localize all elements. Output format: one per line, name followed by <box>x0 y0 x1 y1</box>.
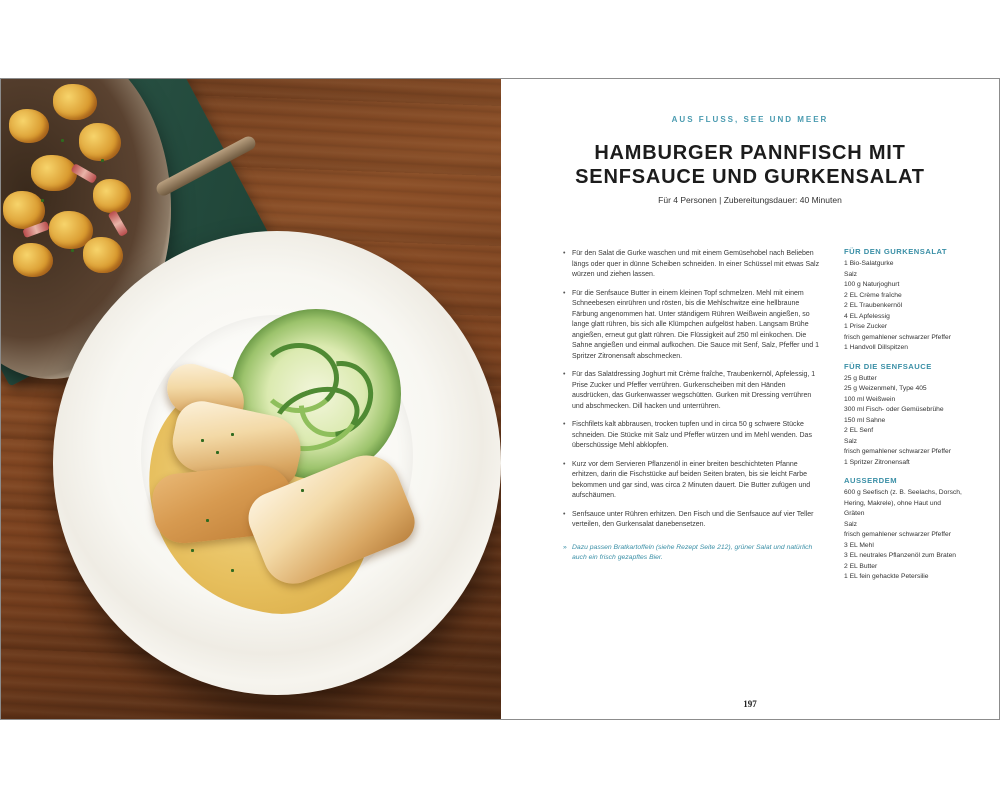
ingredient-item: frisch gemahlener schwarzer Pfeffer <box>844 333 951 341</box>
instruction-step: • Für das Salatdressing Joghurt mit Crème fraîche, Traubenkernöl, Apfelessig, 1 Prise Zucker und Pfeffer verrühren. Gurkenscheiben mit den Händen ausdrücken, das Gurkenwasser wegschütten. Gurken mit Dressing verrühren und abschmecken. Dill hacken und unterrühren. <box>563 370 821 412</box>
ingredient-item: Salz <box>844 270 858 278</box>
ingredient-item: 25 g Weizenmehl, Type 405 <box>844 385 927 392</box>
ingredient-item: 2 EL Crème fraîche <box>844 291 902 299</box>
instruction-step: • Senfsauce unter Rühren erhitzen. Den Fisch und die Senfsauce auf vier Teller verteilen, den Gurkensalat danebensetzen. <box>563 510 821 531</box>
recipe-title <box>521 141 979 189</box>
ingredient-item: 300 ml Fisch- oder Gemüsebrühe <box>844 406 944 413</box>
ingredient-item: Salz <box>844 520 858 528</box>
instruction-step: • Für den Salat die Gurke waschen und mit einem Gemüsehobel nach Belieben längs oder quer in dünne Scheiben schneiden. In einer Schüssel mit etwas Salz würzen und ziehen lassen. <box>563 249 821 281</box>
ingredient-item: 1 Handvoll Dillspitzen <box>844 344 908 351</box>
ingredient-group-heading: AUSSERDEM <box>844 476 898 485</box>
ingredient-item: 4 EL Apfelessig <box>844 312 890 320</box>
ingredient-item: 150 ml Sahne <box>844 416 886 424</box>
section-heading: AUS FLUSS, SEE UND MEER <box>671 115 829 124</box>
page-number: 197 <box>743 699 757 709</box>
tip-bullet: » <box>563 543 567 551</box>
recipe-page <box>501 79 999 719</box>
ingredient-item: 2 EL Butter <box>844 562 878 570</box>
ingredient-item: 2 EL Senf <box>844 427 874 434</box>
instruction-step: • Für die Senfsauce Butter in einem kleinen Topf schmelzen. Mehl mit einem Schneebesen einrühren und rösten, bis die Mehlschwitze eine hellbraune Färbung angenommen hat. Unter ständigem Rühren Weißwein angießen, so lange glatt rühren, bis sich alle Klümpchen aufgelöst haben. Langsam Brühe angießen, erneut gut glatt rühren. Die Flüssigkeit auf 250 ml einkochen. Die Sahne angießen und einmal aufkochen. Die Sauce mit Senf, Salz, Pfeffer und 1 Spritzer Zitronensaft abschmecken. <box>563 289 821 363</box>
tip-text: Dazu passen Bratkartoffeln (siehe Rezept Seite 212), grüner Salat und natürlich auch ein frisch gezapftes Bier. <box>572 543 813 561</box>
instruction-step: • Kurz vor dem Servieren Pflanzenöl in einer breiten beschichteten Pfanne erhitzen, darin die Fischstücke auf beiden Seiten braten, bis sie leicht Farbe bekommen und gar sind, was circa 2 Minuten dauert. Die Butter zufügen und aufschäumen. <box>563 460 821 502</box>
ingredient-item: 1 Bio-Salatgurke <box>844 260 894 267</box>
ingredient-group-cucumber-salad <box>844 247 962 354</box>
book-spread <box>0 78 1000 720</box>
ingredient-item: Salz <box>844 437 858 445</box>
ingredient-item: 25 g Butter <box>844 374 877 382</box>
ingredient-group-additional <box>844 476 962 583</box>
ingredient-item: 1 Prise Zucker <box>844 323 888 330</box>
serving-tip <box>563 543 821 564</box>
food-photo <box>1 79 501 719</box>
ingredient-group-heading: FÜR DIE SENFSAUCE <box>844 361 932 371</box>
ingredient-item: 100 g Naturjoghurt <box>844 281 900 288</box>
ingredient-item: 600 g Seefisch (z. B. Seelachs, Dorsch, Hering, Makrele), ohne Haut und Gräten <box>844 489 962 517</box>
recipe-title-line-2: SENFSAUCE UND GURKENSALAT <box>575 166 925 188</box>
ingredient-list <box>844 247 962 591</box>
ingredient-item: 1 EL fein gehackte Petersilie <box>844 573 929 580</box>
instructions <box>563 249 821 564</box>
ingredient-group-mustard-sauce <box>844 362 962 469</box>
ingredient-item: 100 ml Weißwein <box>844 395 896 403</box>
ingredient-item: 1 Spritzer Zitronensaft <box>844 458 910 466</box>
ingredient-item: 2 EL Traubenkernöl <box>844 302 903 309</box>
ingredient-item: 3 EL Mehl <box>844 541 874 549</box>
ingredient-item: 3 EL neutrales Pflanzenöl zum Braten <box>844 552 957 559</box>
instruction-step: • Fischfilets kalt abbrausen, trocken tupfen und in circa 50 g schwere Stücke schneiden. Die Stücke mit Salz und Pfeffer würzen und im Mehl wenden. Das überschüssige Mehl abklopfen. <box>563 420 821 452</box>
recipe-title-line-1: HAMBURGER PANNFISCH MIT <box>594 142 906 164</box>
ingredient-item: frisch gemahlener schwarzer Pfeffer <box>844 448 951 455</box>
servings-and-time: Für 4 Personen | Zubereitungsdauer: 40 Minuten <box>658 195 842 205</box>
ingredient-item: frisch gemahlener schwarzer Pfeffer <box>844 531 951 538</box>
ingredient-group-heading: FÜR DEN GURKENSALAT <box>844 247 948 256</box>
